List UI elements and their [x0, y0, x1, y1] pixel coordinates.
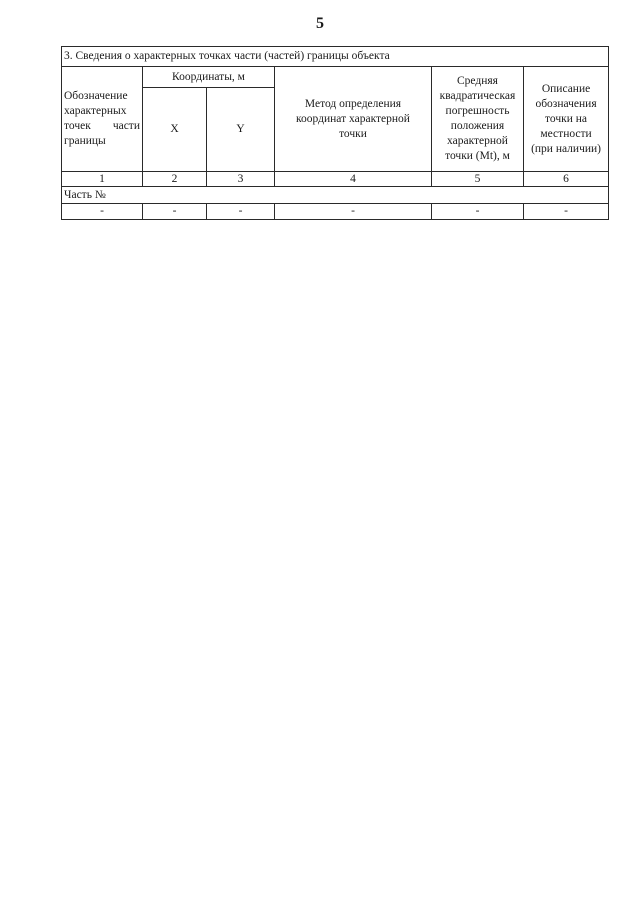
column-number-row	[62, 172, 609, 187]
header-error-line: положения	[450, 120, 505, 132]
page-number: 5	[316, 15, 324, 32]
header-method	[275, 67, 432, 172]
header-designation-line: границы	[64, 135, 106, 147]
table-title-row	[62, 47, 609, 67]
column-number: 5	[432, 172, 524, 187]
column-number: 2	[143, 172, 207, 187]
header-error-line: характерной	[447, 135, 508, 147]
header-error-line: квадратическая	[439, 90, 516, 102]
header-designation-line: Обозначение	[64, 90, 128, 102]
table-cell: -	[432, 204, 524, 220]
part-row	[62, 187, 609, 204]
header-error-line: погрешность	[445, 105, 510, 117]
part-label: Часть №	[62, 187, 609, 204]
header-x: X	[143, 88, 207, 172]
table-row	[62, 204, 609, 220]
header-error	[432, 67, 524, 172]
header-error-line: точки (Mt), м	[445, 150, 510, 162]
header-y: Y	[207, 88, 275, 172]
header-designation-line: точек части	[64, 120, 140, 132]
header-description-line: Описание	[541, 82, 591, 95]
column-number: 3	[207, 172, 275, 187]
table-cell: -	[524, 204, 609, 220]
table-cell: -	[143, 204, 207, 220]
header-description-line: местности	[540, 127, 592, 140]
header-coordinates: Координаты, м	[143, 67, 275, 88]
header-method-line: координат характерной	[296, 112, 410, 125]
table-cell: -	[275, 204, 432, 220]
table-cell: -	[62, 204, 143, 220]
header-error-line: Средняя	[457, 75, 498, 87]
header-designation-line: характерных	[64, 105, 127, 117]
header-description-line: (при наличии)	[531, 142, 602, 155]
header-method-line: Метод определения	[304, 97, 402, 110]
characteristic-points-table	[61, 46, 609, 220]
column-number: 6	[524, 172, 609, 187]
header-description-line: точки на	[545, 112, 588, 125]
header-description	[524, 67, 609, 172]
table-cell: -	[207, 204, 275, 220]
column-number: 4	[275, 172, 432, 187]
column-number: 1	[62, 172, 143, 187]
header-method-line: точки	[339, 127, 367, 140]
header-description-line: обозначения	[535, 97, 597, 110]
header-row-top	[62, 67, 609, 88]
header-designation	[62, 67, 143, 172]
section-title: 3. Сведения о характерных точках части (частей) границы объекта	[62, 47, 609, 67]
